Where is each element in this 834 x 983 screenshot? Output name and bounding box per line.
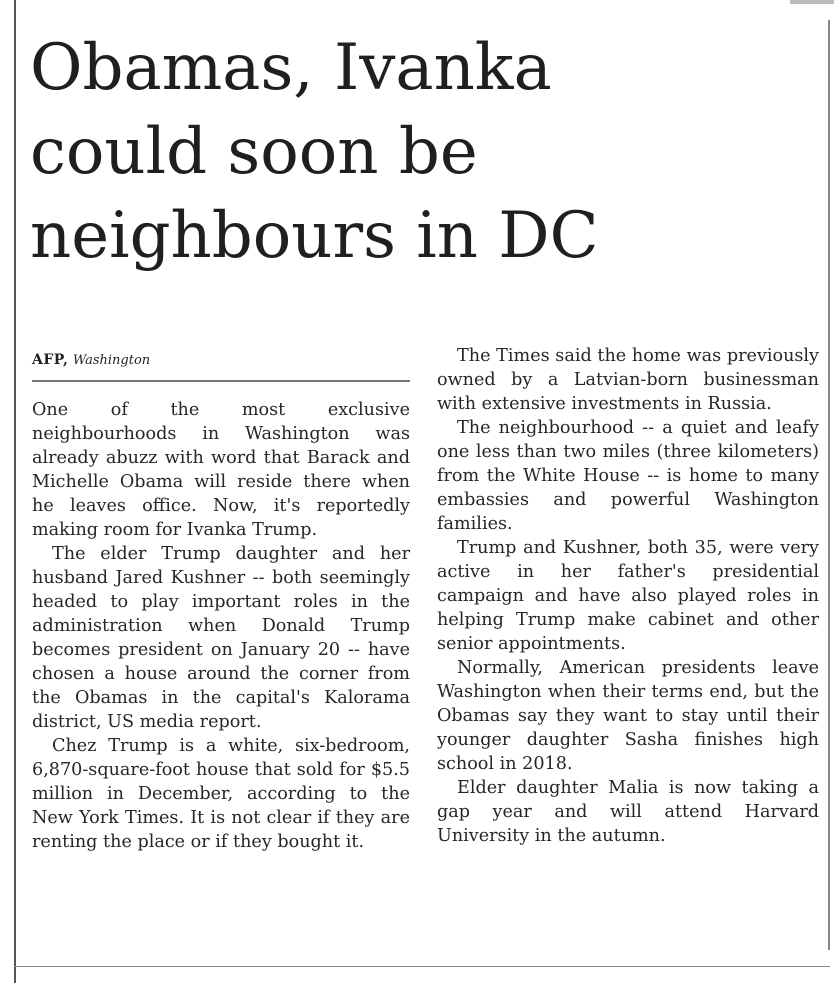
top-edge-rule [790, 0, 834, 4]
paragraph: The Times said the home was previously owned by a Latvian-born businessman with extensive investments in Russia. [437, 346, 819, 414]
right-edge-rule [828, 20, 830, 950]
article-column-right [437, 344, 819, 848]
left-column-rule [14, 0, 16, 983]
byline-agency: AFP, [32, 352, 69, 368]
headline-line-2: could soon be [30, 115, 478, 189]
paragraph: Normally, American presidents leave Washington when their terms end, but the Obamas say they want to stay until their younger daughter Sasha finishes high school in 2018. [437, 658, 819, 774]
headline [30, 26, 820, 278]
paragraph: The elder Trump daughter and her husband Jared Kushner -- both seemingly headed to play important roles in the administration when Donald Trump becomes president on January 20 -- have chosen a house around the corner from the Obamas in the capital's Kalorama district, US media report. [32, 544, 410, 732]
paragraph: Trump and Kushner, both 35, were very active in her father's presidential campaign and have also played roles in helping Trump make cabinet and other senior appointments. [437, 538, 819, 654]
headline-line-1: Obamas, Ivanka [30, 31, 552, 105]
byline [32, 352, 150, 368]
paragraph: Chez Trump is a white, six-bedroom, 6,870-square-foot house that sold for $5.5 million in December, according to the New York Times. It is not clear if they are renting the place or if they bought it. [32, 736, 410, 852]
paragraph: The neighbourhood -- a quiet and leafy one less than two miles (three kilometers) from the White House -- is home to many embassies and powerful Washington families. [437, 418, 819, 534]
bottom-rule [14, 966, 830, 967]
article-column-left [32, 398, 410, 854]
headline-line-3: neighbours in DC [30, 199, 599, 273]
byline-rule [32, 380, 410, 382]
paragraph: Elder daughter Malia is now taking a gap year and will attend Harvard University in the autumn. [437, 778, 819, 846]
byline-place: Washington [72, 353, 151, 368]
paragraph: One of the most exclusive neighbourhoods in Washington was already abuzz with word that Barack and Michelle Obama will reside there when he leaves office. Now, it's reportedly making room for Ivanka Trump. [32, 400, 410, 540]
